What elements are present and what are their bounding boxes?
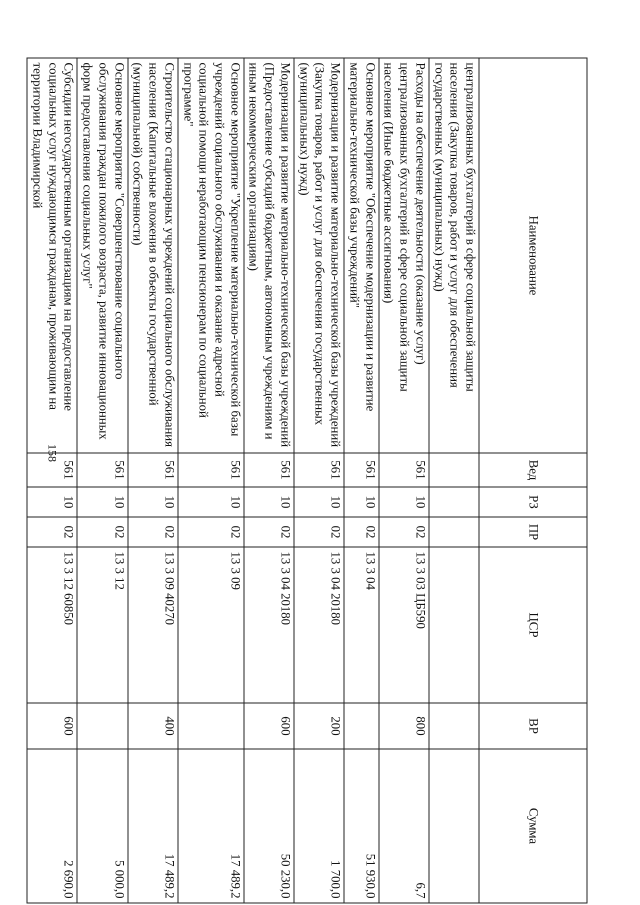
cell-csr: 13 3 09 40270 [128,547,178,703]
cell-pr: 02 [344,517,378,547]
page-number: 158 [45,444,60,462]
cell-rz: 10 [27,487,77,517]
cell-rz: 10 [294,487,344,517]
cell-csr: 13 3 09 [178,547,244,703]
table-row [27,58,77,903]
header-name: Наименование [479,58,587,453]
cell-ved: 561 [27,453,77,487]
cell-rz: 10 [128,487,178,517]
cell-rz: 10 [178,487,244,517]
table-row [244,58,294,903]
cell-sum: 2 690,0 [27,749,77,903]
cell-name: Субсидии негосударственным организациям на предоставление социальных услуг нуждающимся гражданам, проживающим на территории Владимирской [27,58,77,453]
cell-ved: 561 [379,453,429,487]
header-row [479,58,587,903]
header-sum: Сумма [479,749,587,903]
cell-vr: 600 [244,703,294,749]
cell-sum: 5 000,0 [77,749,127,903]
cell-name: Расходы на обеспечение деятельности (оказание услуг) централизованных бухгалтерий в сфере социальной защиты населения (Иные бюджетные ассигнования) [379,58,429,453]
cell-pr: 02 [244,517,294,547]
cell-ved: 561 [128,453,178,487]
header-pr: ПР [479,517,587,547]
cell-pr [429,517,479,547]
cell-name: Основное мероприятие "Обеспечение модернизации и развитие материально-технической базы учреждений" [344,58,378,453]
cell-pr: 02 [77,517,127,547]
table-row [178,58,244,903]
cell-rz [429,487,479,517]
cell-csr: 13 3 03 ЦБ590 [379,547,429,703]
table-row [379,58,429,903]
cell-name: Основное мероприятие "Совершенствование социального обслуживания граждан пожилого возраста, развитие инновационных форм предоставления социальных услуг" [77,58,127,453]
cell-vr [344,703,378,749]
cell-ved: 561 [244,453,294,487]
cell-sum: 50 230,0 [244,749,294,903]
cell-ved: 561 [178,453,244,487]
cell-csr: 13 3 04 [344,547,378,703]
cell-ved: 561 [77,453,127,487]
cell-vr: 200 [294,703,344,749]
cell-ved [429,453,479,487]
cell-pr: 02 [27,517,77,547]
cell-vr: 800 [379,703,429,749]
cell-sum: 17 489,2 [128,749,178,903]
cell-rz: 10 [77,487,127,517]
cell-name: Строительство стационарных учреждений социального обслуживания населения (Капитальные вложения в объекты государственной (муниципальной) собственности) [128,58,178,453]
header-ved: Вед [479,453,587,487]
cell-csr: 13 3 04 20180 [294,547,344,703]
cell-sum: 17 489,2 [178,749,244,903]
cell-pr: 02 [178,517,244,547]
cell-csr: 13 3 12 [77,547,127,703]
cell-csr [429,547,479,703]
cell-sum [429,749,479,903]
table-row [128,58,178,903]
cell-sum: 6,7 [379,749,429,903]
cell-name: Модернизация и развитие материально-технической базы учреждений (Предоставление субсидий бюджетным, автономным учреждениям и иным некоммерческим организациям) [244,58,294,453]
cell-pr: 02 [379,517,429,547]
cell-rz: 10 [244,487,294,517]
cell-vr [429,703,479,749]
table-row [344,58,378,903]
cell-ved: 561 [344,453,378,487]
cell-sum: 1 700,0 [294,749,344,903]
cell-vr [77,703,127,749]
cell-csr: 13 3 04 20180 [244,547,294,703]
table-row [294,58,344,903]
cell-vr: 400 [128,703,178,749]
cell-name: Модернизация и развитие материально-технической базы учреждений (Закупка товаров, работ и услуг для обеспечения государственных (муниципальных) нужд) [294,58,344,453]
table-row [77,58,127,903]
header-rz: РЗ [479,487,587,517]
cell-pr: 02 [128,517,178,547]
cell-ved: 561 [294,453,344,487]
table-row [429,58,479,903]
cell-name: централизованных бухгалтерий в сфере социальной защиты населения (Закупка товаров, работ и услуг для обеспечения государственных (муниципальных) нужд) [429,58,479,453]
cell-rz: 10 [379,487,429,517]
header-csr: ЦСР [479,547,587,703]
cell-rz: 10 [344,487,378,517]
header-vr: ВР [479,703,587,749]
cell-csr: 13 3 12 60850 [27,547,77,703]
cell-vr: 600 [27,703,77,749]
cell-name: Основное мероприятие "Укрепление материально-технической базы учреждений социального обслуживания и оказание адресной социальной помощи неработающим пенсионерам по социальной программе" [178,58,244,453]
budget-table [27,58,588,904]
cell-vr [178,703,244,749]
cell-sum: 51 930,0 [344,749,378,903]
cell-pr: 02 [294,517,344,547]
